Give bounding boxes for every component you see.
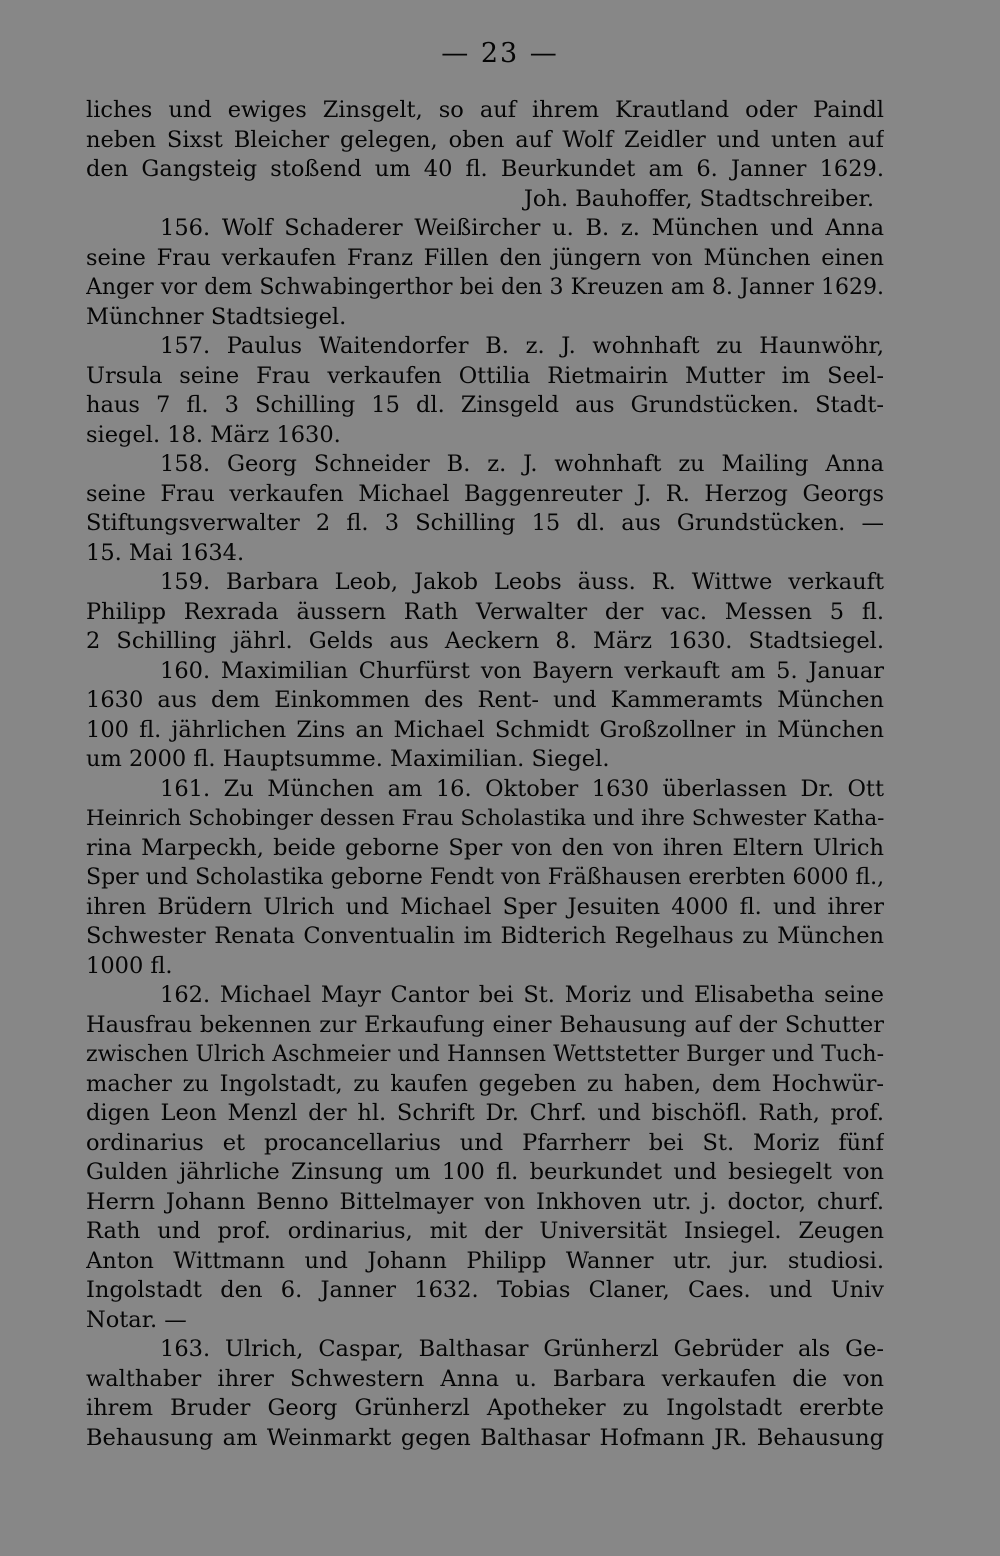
text-line: neben Sixst Bleicher gelegen, oben auf Wolf Zeidler und unten auf	[86, 126, 884, 153]
text-line: Heinrich Schobinger dessen Frau Scholastika und ihre Schwester Katha-	[86, 806, 884, 831]
text-line: walthaber ihrer Schwestern Anna u. Barbara verkaufen die von	[86, 1365, 884, 1392]
text-line: Münchner Stadtsiegel.	[86, 303, 347, 330]
text-line: den Gangsteig stoßend um 40 fl. Beurkundet am 6. Janner 1629.	[86, 156, 884, 182]
text-line: 157. Paulus Waitendorfer B. z. J. wohnhaft zu Haunwöhr,	[160, 333, 884, 359]
text-line: digen Leon Menzl der hl. Schrift Dr. Chrf. und bischöfl. Rath, prof.	[86, 1100, 884, 1126]
text-line: seine Frau verkaufen Michael Baggenreuter J. R. Herzog Georgs	[86, 480, 884, 507]
text-line: 100 fl. jährlichen Zins an Michael Schmidt Großzollner in München	[86, 716, 884, 743]
text-line: Schwester Renata Conventualin im Bidterich Regelhaus zu München	[86, 923, 884, 949]
text-line: haus 7 fl. 3 Schilling 15 dl. Zinsgeld aus Grundstücken. Stadt-	[86, 392, 884, 418]
text-line: 159. Barbara Leob, Jakob Leobs äuss. R. Wittwe verkauft	[160, 569, 884, 595]
text-line: siegel. 18. März 1630.	[86, 421, 341, 448]
text-line: Hausfrau bekennen zur Erkaufung einer Behausung auf der Schutter	[86, 1011, 884, 1038]
text-line: Stiftungsverwalter 2 fl. 3 Schilling 15 dl. aus Grundstücken. —	[86, 510, 884, 536]
text-line: 160. Maximilian Churfürst von Bayern verkauft am 5. Januar	[160, 657, 884, 684]
text-line: um 2000 fl. Hauptsumme. Maximilian. Siegel.	[86, 746, 610, 772]
text-line: Gulden jährliche Zinsung um 100 fl. beurkundet und besiegelt von	[86, 1159, 884, 1185]
text-line: Rath und prof. ordinarius, mit der Universität Insiegel. Zeugen	[86, 1218, 884, 1244]
text-line: 156. Wolf Schaderer Weißircher u. B. z. München und Anna	[160, 215, 884, 241]
text-line: 158. Georg Schneider B. z. J. wohnhaft zu Mailing Anna	[160, 451, 884, 477]
text-line: 161. Zu München am 16. Oktober 1630 überlassen Dr. Ott	[160, 775, 884, 802]
text-line: Philipp Rexrada äussern Rath Verwalter der vac. Messen 5 fl.	[86, 598, 884, 625]
text-line: rina Marpeckh, beide geborne Sper von den von ihren Eltern Ulrich	[86, 834, 884, 861]
text-line: Ingolstadt den 6. Janner 1632. Tobias Claner, Caes. und Univ	[86, 1277, 884, 1303]
text-line: zwischen Ulrich Aschmeier und Hannsen Wettstetter Burger und Tuch-	[86, 1042, 884, 1067]
text-line: Anton Wittmann und Johann Philipp Wanner utr. jur. studiosi.	[86, 1247, 884, 1274]
text-line: 163. Ulrich, Caspar, Balthasar Grünherzl Gebrüder als Ge-	[160, 1336, 884, 1362]
text-line: ordinarius et procancellarius und Pfarrherr bei St. Moriz fünf	[86, 1129, 884, 1156]
text-line: 2 Schilling jährl. Gelds aus Aeckern 8. März 1630. Stadtsiegel.	[86, 628, 884, 654]
text-line: macher zu Ingolstadt, zu kaufen gegeben zu haben, dem Hochwür-	[86, 1070, 884, 1097]
document-body	[86, 96, 884, 1453]
text-line: Ursula seine Frau verkaufen Ottilia Rietmairin Mutter im Seel-	[86, 362, 884, 389]
text-line: Sper und Scholastika geborne Fendt von Fräßhausen ererbten 6000 fl.,	[86, 865, 884, 890]
text-line: 1630 aus dem Einkommen des Rent- und Kammeramts München	[86, 687, 884, 713]
text-line: ihrem Bruder Georg Grünherzl Apotheker zu Ingolstadt ererbte	[86, 1395, 884, 1421]
text-line: Joh. Bauhoffer, Stadtschreiber.	[523, 185, 874, 212]
text-line: Herrn Johann Benno Bittelmayer von Inkhoven utr. j. doctor, churf.	[86, 1188, 884, 1215]
text-line: Anger vor dem Schwabingerthor bei den 3 Kreuzen am 8. Janner 1629.	[86, 275, 884, 300]
text-line: 15. Mai 1634.	[86, 539, 245, 566]
text-line: seine Frau verkaufen Franz Fillen den jüngern von München einen	[86, 244, 884, 271]
text-line: Notar. —	[86, 1306, 187, 1333]
text-line: Behausung am Weinmarkt gegen Balthasar Hofmann JR. Behausung	[86, 1424, 884, 1451]
text-line: 162. Michael Mayr Cantor bei St. Moriz und Elisabetha seine	[160, 982, 884, 1008]
text-line: 1000 fl.	[86, 952, 173, 979]
text-line: liches und ewiges Zinsgelt, so auf ihrem Krautland oder Paindl	[86, 97, 884, 123]
text-line: ihren Brüdern Ulrich und Michael Sper Jesuiten 4000 fl. und ihrer	[86, 893, 884, 920]
page-number: — 23 —	[441, 38, 559, 69]
